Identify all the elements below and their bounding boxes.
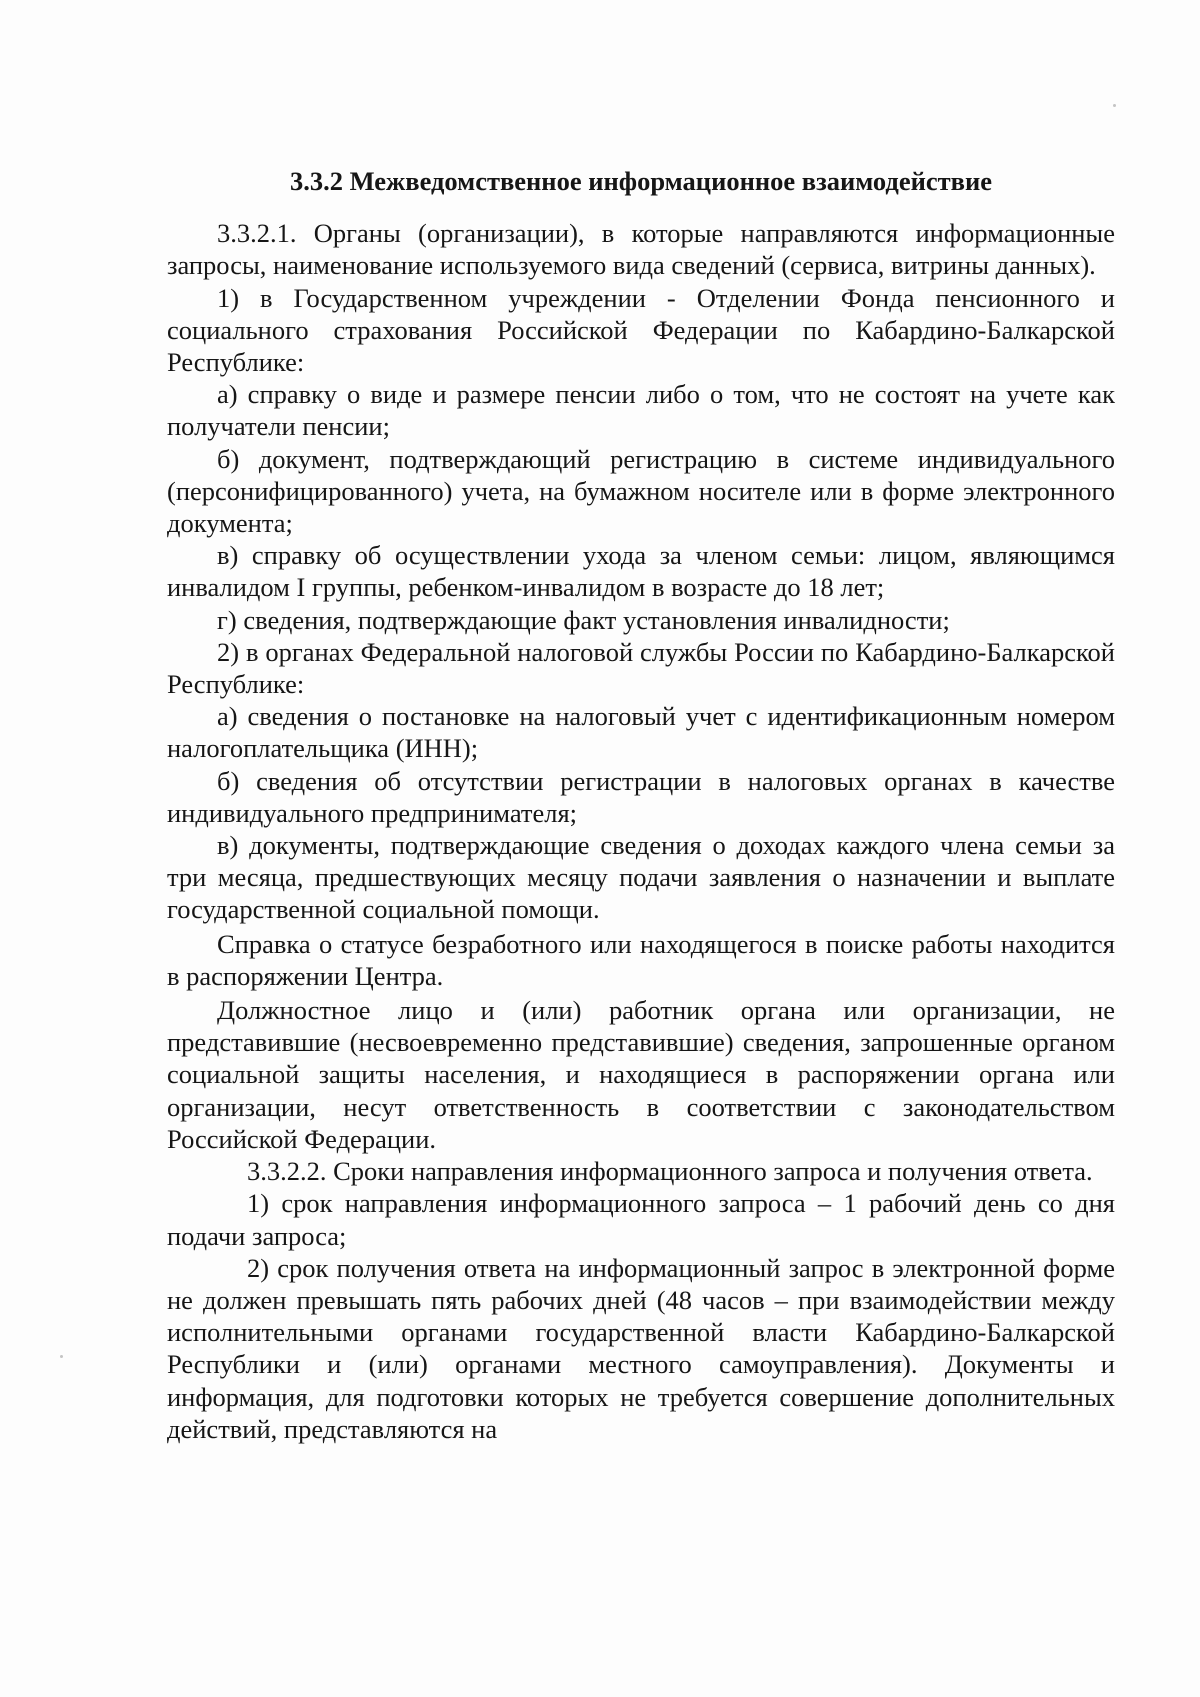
paragraph: б) документ, подтверждающий регистрацию в системе индивидуального (персонифицированного) учета, на бумажном носителе или в форме электронного документа;	[167, 443, 1115, 539]
paragraph: 2) в органах Федеральной налоговой службы России по Кабардино-Балкарской Республике:	[167, 636, 1115, 700]
paragraph: в) документы, подтверждающие сведения о доходах каждого члена семьи за три месяца, предшествующих месяцу подачи заявления о назначении и выплате государственной социальной помощи.	[167, 830, 1115, 925]
paragraph: а) сведения о постановке на налоговый учет с идентификационным номером налогоплательщика (ИНН);	[167, 701, 1115, 764]
paragraph: 3.3.2.1. Органы (организации), в которые направляются информационные запросы, наименование используемого вида сведений (сервиса, витрины данных).	[167, 218, 1115, 281]
paragraph: 1) срок направления информационного запроса – 1 рабочий день со дня подачи запроса;	[167, 1188, 1115, 1251]
document-body	[167, 165, 1115, 1445]
paragraph: 1) в Государственном учреждении - Отделении Фонда пенсионного и социального страхования Российской Федерации по Кабардино-Балкарской Республике:	[167, 282, 1115, 378]
scan-artifact	[60, 1355, 63, 1358]
paragraph: 3.3.2.2. Сроки направления информационного запроса и получения ответа.	[247, 1156, 1093, 1187]
paragraph: г) сведения, подтверждающие факт установления инвалидности;	[217, 604, 950, 635]
paragraph: а) справку о виде и размере пенсии либо о том, что не состоят на учете как получатели пенсии;	[167, 379, 1115, 442]
paragraph: б) сведения об отсутствии регистрации в налоговых органах в качестве индивидуального предпринимателя;	[167, 765, 1115, 828]
scan-artifact	[1113, 104, 1116, 107]
paragraph: 2) срок получения ответа на информационный запрос в электронной форме не должен превышать пять рабочих дней (48 часов – при взаимодействии между исполнительными органами государственной власти Кабардино-Балкарской Республики и (или) органами местного самоуправления). Документы и информация, для подготовки которых не требуется совершение дополнительных действий, представляются на	[167, 1252, 1115, 1444]
paragraph: Должностное лицо и (или) работник органа или организации, не представившие (несвоевременно представившие) сведения, запрошенные органом социальной защиты населения, и находящиеся в распоряжении органа или организации, несут ответственность в соответствии с законодательством Российской Федерации.	[167, 995, 1115, 1154]
section-heading: 3.3.2 Межведомственное информационное взаимодействие	[290, 166, 992, 196]
paragraph: в) справку об осуществлении ухода за членом семьи: лицом, являющимся инвалидом I группы, ребенком-инвалидом в возрасте до 18 лет;	[167, 540, 1115, 603]
paragraph: Справка о статусе безработного или находящегося в поиске работы находится в распоряжении Центра.	[167, 928, 1115, 991]
